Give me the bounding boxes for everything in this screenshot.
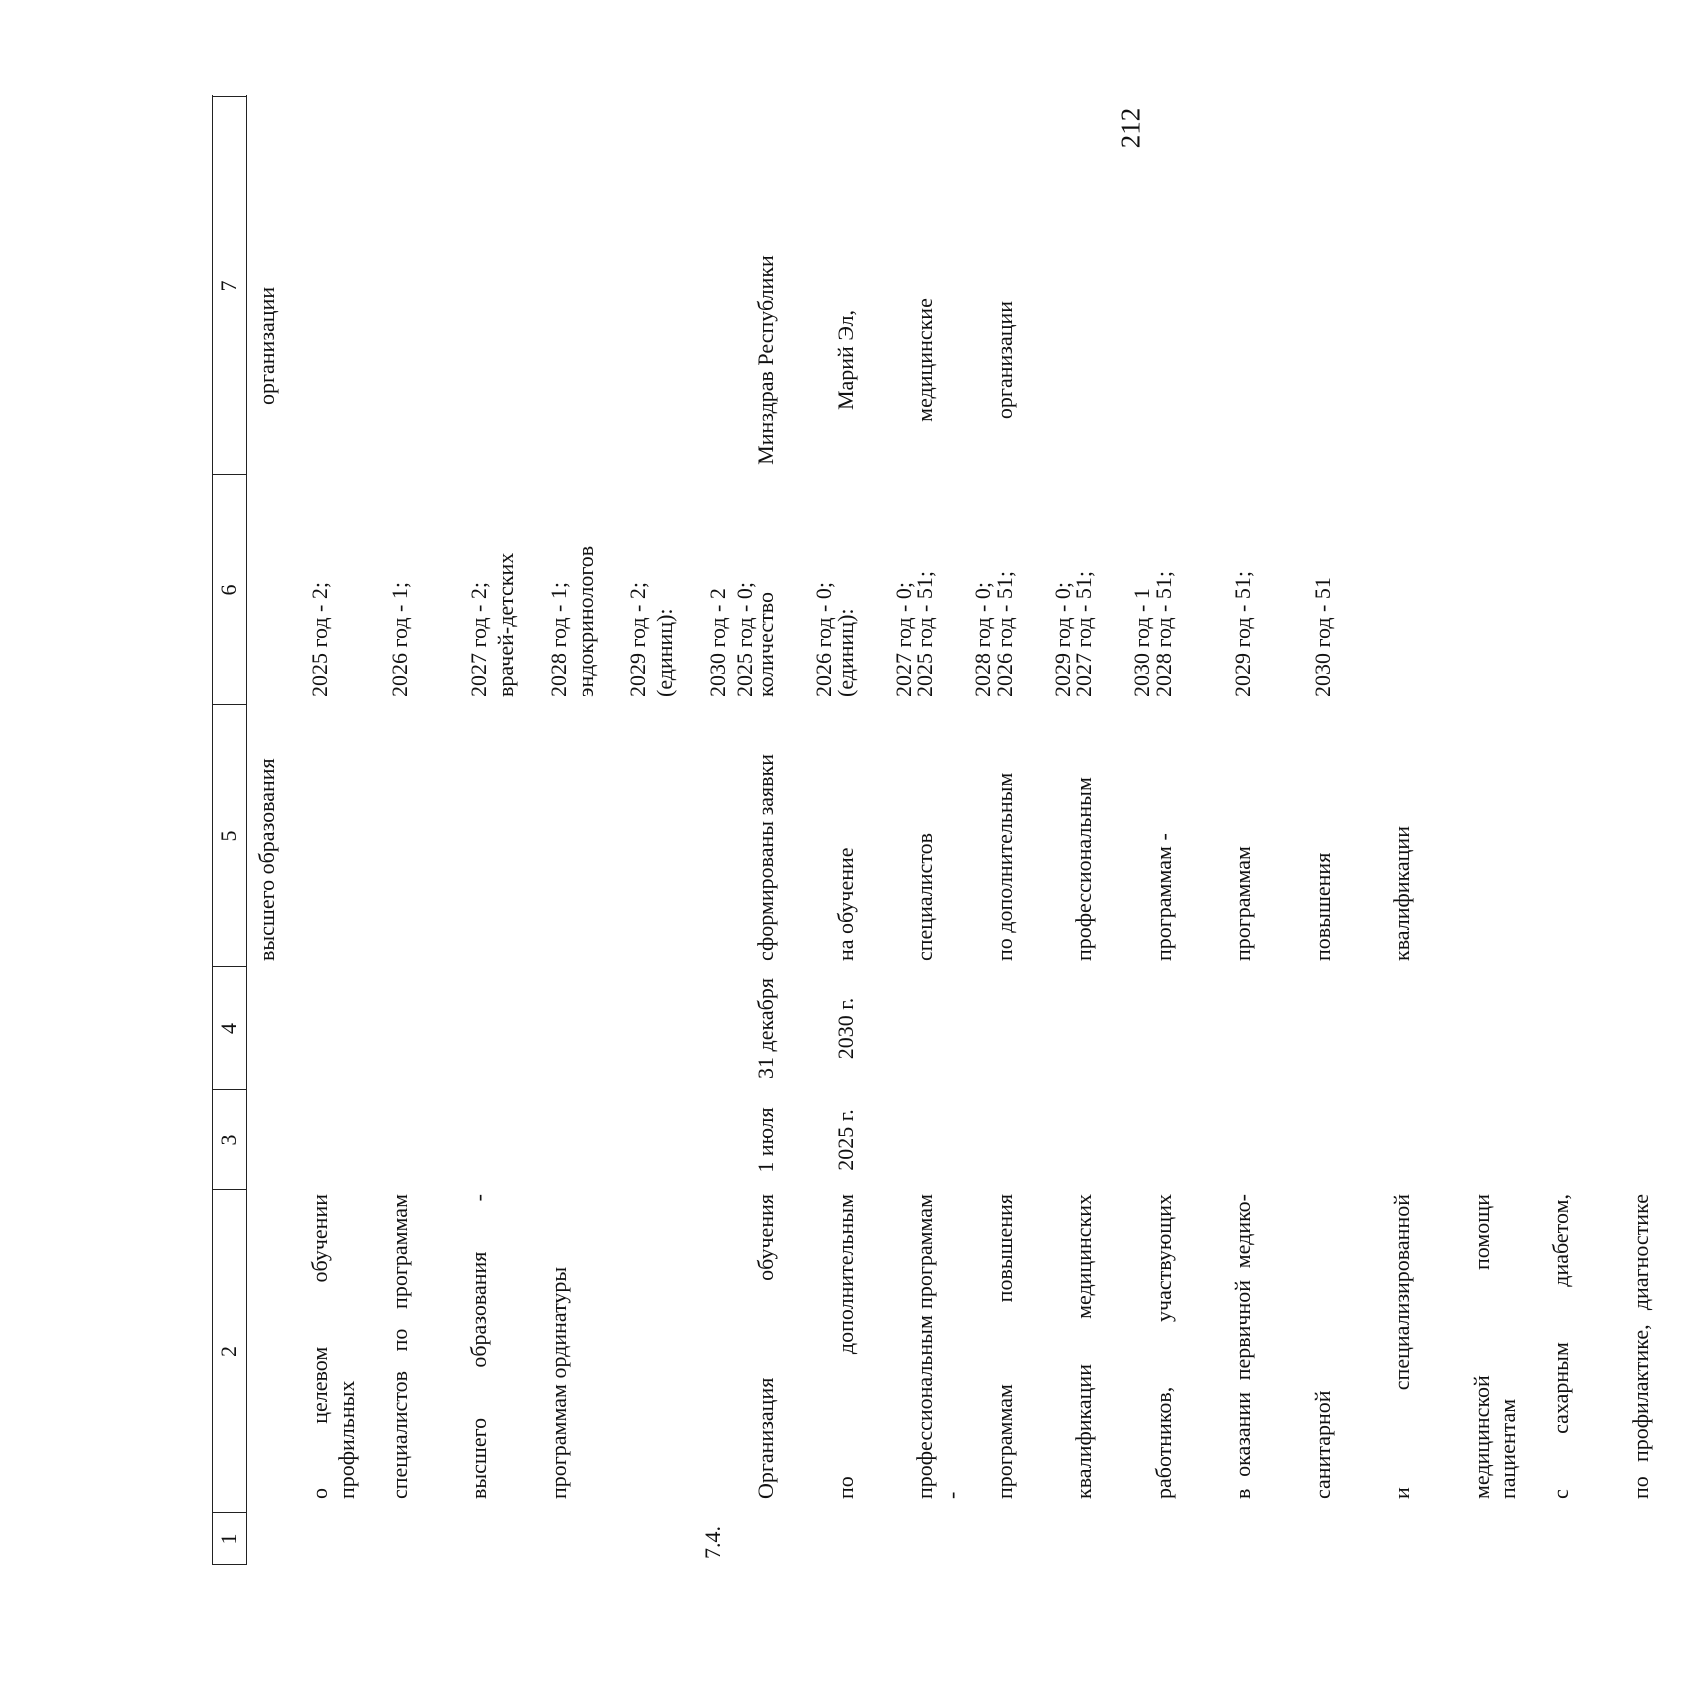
row-7-4-col2 bbox=[700, 1194, 1707, 1499]
text-line: программам bbox=[1230, 846, 1255, 961]
text-line: 2028 год - 51; bbox=[1150, 571, 1176, 697]
text-line: эндокринологов bbox=[572, 545, 598, 697]
text-line: по дополнительным bbox=[832, 1194, 858, 1499]
text-line: санитарной bbox=[1309, 1390, 1335, 1499]
text-line: по дополнительным bbox=[991, 772, 1017, 961]
text-line: 2027 год - 2; bbox=[466, 582, 491, 697]
text-line: Минздрав Республики bbox=[753, 255, 778, 465]
text-line: квалификации bbox=[1389, 826, 1414, 961]
column-number-6: 6 bbox=[216, 584, 241, 596]
text-line: медицинские bbox=[912, 298, 937, 422]
column-number-2: 2 bbox=[216, 1346, 241, 1357]
text-line: 2030 год - 1 bbox=[1129, 588, 1154, 697]
text-line: профессиональным программам - bbox=[912, 1194, 964, 1499]
text-line: 2025 год - 2; bbox=[307, 582, 332, 697]
text-line: 2030 год - 51 bbox=[1309, 577, 1335, 697]
text-line: с сахарным диабетом, bbox=[1548, 1194, 1573, 1499]
column-number-4: 4 bbox=[216, 1023, 241, 1034]
column-number-5: 5 bbox=[216, 830, 241, 842]
text-line: 2025 год - 51; bbox=[912, 571, 937, 697]
text-line: организации bbox=[991, 300, 1017, 420]
text-line: программам ординатуры bbox=[545, 1266, 571, 1499]
column-number-1: 1 bbox=[216, 1533, 241, 1545]
text-line: 2028 год - 0; bbox=[970, 582, 995, 697]
text-line: 2028 год - 1; bbox=[545, 582, 571, 697]
text-line: 2026 год - 0; bbox=[811, 582, 836, 697]
column-number-7: 7 bbox=[216, 280, 241, 292]
text-line: профессиональным bbox=[1071, 777, 1096, 961]
text-line: 2025 год - 0; bbox=[731, 582, 757, 697]
text-line: программам повышения bbox=[991, 1194, 1017, 1499]
text-line: Организация обучения bbox=[753, 1194, 778, 1499]
text-line: на обучение bbox=[832, 847, 858, 961]
text-line: высшего образования - bbox=[466, 1194, 491, 1499]
text-line: о целевом обучении профильных bbox=[307, 1194, 359, 1499]
text-line: работников, участвующих bbox=[1150, 1194, 1176, 1499]
text-line: квалификации медицинских bbox=[1071, 1194, 1096, 1499]
text-line: 2027 год - 0; bbox=[890, 582, 916, 697]
text-line: 2026 год - 51; bbox=[991, 571, 1017, 697]
text-line: Марий Эл, bbox=[832, 309, 858, 411]
text-line: 2029 год - 0; bbox=[1049, 582, 1075, 697]
text-line: 2025 г. bbox=[832, 1109, 858, 1171]
text-line: 2029 год - 51; bbox=[1230, 571, 1255, 697]
text-line: (единиц): bbox=[652, 608, 677, 697]
text-line: специалистов bbox=[912, 832, 937, 961]
text-line: 31 декабря bbox=[753, 978, 778, 1079]
text-line: (единиц): bbox=[832, 608, 858, 697]
row-7-4-col4 bbox=[700, 967, 912, 1090]
text-line: врачей-детских bbox=[493, 552, 518, 697]
text-line: 2026 год - 1; bbox=[386, 582, 412, 697]
page-number: 212 bbox=[1115, 107, 1146, 149]
row-7-4-col7 bbox=[700, 251, 1071, 469]
text-line: сформированы заявки bbox=[753, 754, 778, 961]
text-line: и специализированной bbox=[1389, 1194, 1414, 1499]
column-number-3: 3 bbox=[216, 1134, 241, 1146]
text-line: 2030 год - 2 bbox=[704, 588, 730, 697]
text-line: медицинской помощи пациентам bbox=[1468, 1194, 1520, 1499]
text-line: специалистов по программам bbox=[386, 1194, 412, 1499]
row-7-4-number: 7.4. bbox=[700, 1526, 725, 1559]
row-7-4-col3 bbox=[700, 1090, 912, 1190]
prev-row-col5: высшего образования bbox=[254, 758, 279, 961]
text-line: 2029 год - 2; bbox=[625, 582, 650, 697]
text-line: 2030 г. bbox=[832, 997, 858, 1060]
text-line: 2027 год - 51; bbox=[1071, 571, 1096, 697]
prev-row-col7: организации bbox=[254, 286, 279, 405]
text-line: по профилактике, диагностике bbox=[1627, 1194, 1653, 1499]
row-7-4-col5 bbox=[700, 754, 1469, 961]
header-bottom-border bbox=[246, 95, 247, 1565]
text-line: 1 июля bbox=[753, 1107, 778, 1173]
text-line: повышения bbox=[1309, 852, 1335, 961]
row-7-4-col6 bbox=[700, 571, 1389, 697]
prev-row-col2 bbox=[254, 1194, 625, 1499]
text-line: количество bbox=[753, 591, 778, 697]
text-line: в оказании первичной медико- bbox=[1230, 1194, 1255, 1499]
text-line: программам - bbox=[1150, 833, 1176, 961]
